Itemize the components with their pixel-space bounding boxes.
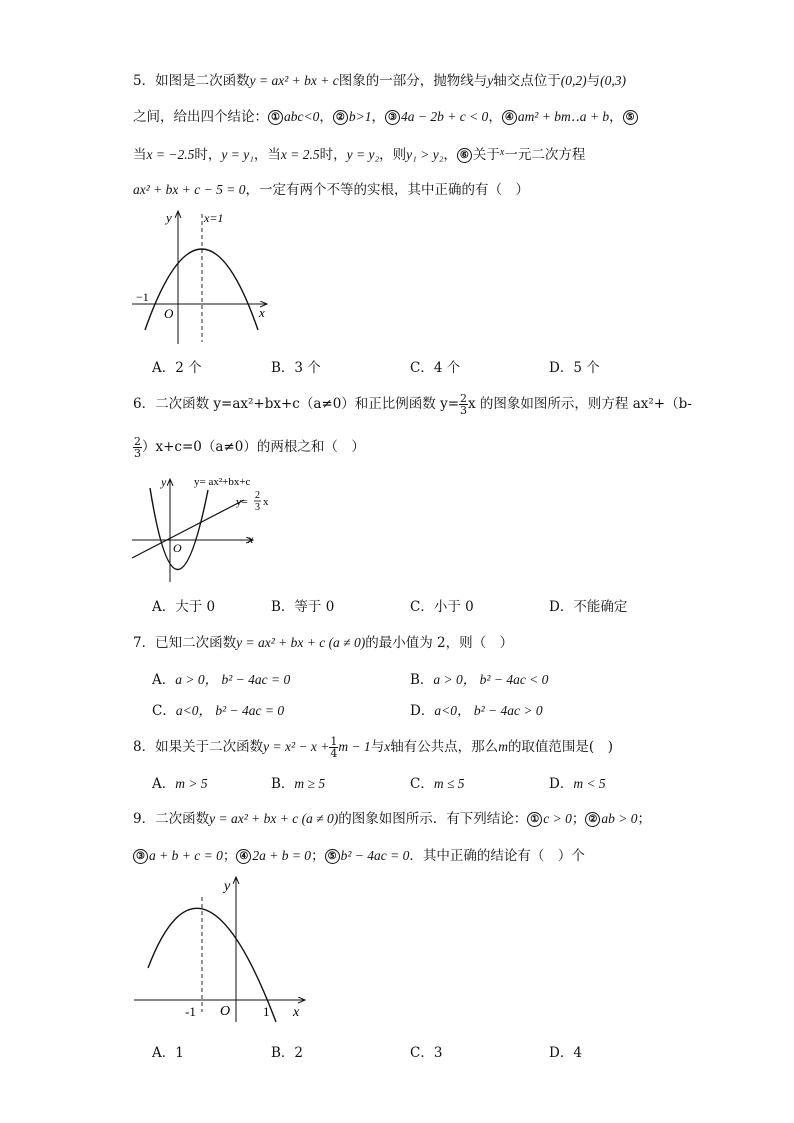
circled-1: ① bbox=[268, 110, 283, 125]
q6-line2 bbox=[133, 436, 365, 459]
q9-option-b[interactable]: B．2 bbox=[271, 1045, 304, 1061]
q6-fraction bbox=[459, 393, 468, 416]
q5-text: 关于 bbox=[472, 147, 500, 163]
q7-option-b[interactable] bbox=[410, 670, 548, 690]
q6-den2: 3 bbox=[134, 447, 141, 460]
q5-function: y = ax² + bx + c bbox=[249, 73, 339, 88]
q6-line-label-y: y= bbox=[236, 496, 248, 508]
q9-line1: 9．二次函数y = ax² + bx + c (a ≠ 0)的图象如图所示．有下列结论： ① c > 0； ② ab > 0； bbox=[133, 811, 651, 827]
q5-text: 轴交点位于 bbox=[493, 73, 561, 89]
q5-line3 bbox=[133, 143, 585, 165]
q8-option-b-text: m ≥ 5 bbox=[294, 776, 326, 791]
q5-text: ，当 bbox=[253, 147, 281, 163]
q9-circled-3: ③ bbox=[133, 849, 148, 864]
q7-option-a[interactable] bbox=[152, 670, 290, 690]
q6-x-label: x bbox=[248, 532, 254, 546]
q7-option-d-letter: D． bbox=[410, 703, 435, 719]
q6-text: ）x+c=0（a≠0）的两根之和（ ） bbox=[142, 439, 365, 455]
q9-minus1-label: -1 bbox=[185, 1004, 196, 1019]
q7-option-c-text: a<0， b² − 4ac = 0 bbox=[175, 703, 285, 718]
q5-option-b[interactable]: B．3 个 bbox=[271, 360, 321, 376]
q5-text: 5．如图是二次函数 bbox=[133, 73, 250, 89]
q7-option-d[interactable] bbox=[410, 701, 543, 721]
q9-option-d[interactable]: D．4 bbox=[549, 1045, 582, 1061]
q9-text: ．其中正确的结论有（ ）个 bbox=[409, 848, 585, 864]
q7-option-d-text: a<0， b² − 4ac > 0 bbox=[434, 703, 543, 718]
q5-x-label: x bbox=[259, 305, 265, 320]
q6-parabola bbox=[150, 488, 208, 570]
q8-text: 与 bbox=[370, 739, 385, 755]
q9-text: 9．二次函数 bbox=[133, 811, 210, 827]
q7-option-b-text: a > 0， b² − 4ac < 0 bbox=[433, 672, 549, 687]
q9-conclusion-1: c > 0 bbox=[543, 811, 572, 826]
q8-option-a[interactable] bbox=[152, 774, 208, 794]
q6-line-label-den: 3 bbox=[255, 502, 260, 513]
q5-option-a[interactable]: A．2 个 bbox=[152, 360, 202, 376]
q8-option-b[interactable] bbox=[271, 774, 325, 794]
q6-line-graph bbox=[132, 500, 244, 558]
q5-text: 时， bbox=[319, 147, 347, 163]
q8-line1 bbox=[133, 736, 613, 759]
q6-parabola-label: y= ax²+bx+c bbox=[194, 476, 251, 488]
q9-conclusion-4: 2a + b = 0 bbox=[252, 848, 312, 863]
q9-parabola bbox=[148, 908, 276, 1022]
q5-option-c[interactable]: C．4 个 bbox=[410, 360, 461, 376]
q5-text: 当 bbox=[133, 147, 147, 163]
q6-option-d[interactable]: D．不能确定 bbox=[549, 599, 628, 615]
q8-function: y = x² − x + bbox=[263, 739, 330, 754]
q6-origin-label: O bbox=[173, 541, 182, 555]
q6-text: x 的图象如图所示，则方程 ax²+（b- bbox=[468, 396, 692, 412]
q8-text: 8．如果关于二次函数 bbox=[133, 739, 264, 755]
q8-option-c[interactable] bbox=[410, 774, 465, 794]
q9-graph bbox=[128, 872, 318, 1027]
q9-plus1-label: 1 bbox=[263, 1004, 270, 1019]
q9-circled-1: ① bbox=[527, 812, 542, 827]
q6-line1 bbox=[133, 393, 692, 416]
q5-text: ，则 bbox=[379, 147, 407, 163]
q8-option-c-text: m ≤ 5 bbox=[433, 776, 465, 791]
q7-option-b-letter: B． bbox=[410, 672, 434, 688]
circled-2: ② bbox=[333, 110, 348, 125]
q8-text: 的取值范围是( ) bbox=[507, 739, 613, 755]
q6-option-c[interactable]: C．小于 0 bbox=[410, 599, 474, 615]
q9-conclusion-3: a + b + c = 0 bbox=[149, 848, 223, 863]
q5-yval2: y = y₂ bbox=[346, 147, 380, 162]
q6-option-b[interactable]: B．等于 0 bbox=[271, 599, 335, 615]
q7-option-c-letter: C． bbox=[152, 703, 176, 719]
q6-num: 2 bbox=[460, 392, 468, 405]
q5-xval2: x = 2.5 bbox=[280, 147, 320, 162]
q5-graph bbox=[128, 206, 278, 346]
q8-den: 4 bbox=[330, 747, 338, 760]
q8-mvar: m bbox=[498, 739, 508, 754]
q6-graph bbox=[128, 470, 278, 585]
circled-4: ④ bbox=[502, 110, 517, 125]
q8-option-c-letter: C． bbox=[410, 776, 434, 792]
q7-text: 的最小值为 2，则（ ） bbox=[365, 635, 514, 651]
q9-circled-4: ④ bbox=[236, 849, 251, 864]
q8-option-d-text: m < 5 bbox=[573, 776, 606, 791]
q9-circled-2: ② bbox=[585, 812, 600, 827]
q9-origin-label: O bbox=[220, 1004, 231, 1019]
q9-line2: ③ a + b + c = 0； ④ 2a + b = 0； ⑤ b² − 4ac = 0．其中正确的结论有（ ）个 bbox=[133, 846, 585, 866]
q5-option-d[interactable]: D．5 个 bbox=[549, 360, 600, 376]
q5-point1: (0,2) bbox=[560, 73, 587, 88]
q5-text: ， bbox=[443, 147, 457, 163]
q7-option-c[interactable] bbox=[152, 701, 284, 721]
q9-option-c[interactable]: C．3 bbox=[410, 1045, 443, 1061]
q6-text: 6．二次函数 y=ax²+bx+c（a≠0）和正比例函数 y= bbox=[133, 396, 460, 412]
q6-den: 3 bbox=[460, 404, 468, 417]
q5-xval1: x = −2.5 bbox=[146, 147, 195, 162]
q5-minus1-label: −1 bbox=[136, 290, 149, 304]
q5-yvar: y bbox=[487, 73, 494, 88]
q9-function: y = ax² + bx + c (a ≠ 0) bbox=[209, 811, 339, 826]
q7-option-a-text: a > 0， b² − 4ac = 0 bbox=[175, 672, 291, 687]
q5-parabola bbox=[145, 249, 258, 330]
q7-function: y = ax² + bx + c (a ≠ 0) bbox=[236, 635, 366, 650]
circled-6: ⑥ bbox=[457, 148, 472, 163]
q8-function-tail: m − 1 bbox=[338, 739, 371, 754]
q8-text: 轴有公共点，那么 bbox=[390, 739, 499, 755]
q8-xvar: x bbox=[384, 739, 391, 754]
circled-3: ③ bbox=[385, 110, 400, 125]
q5-text: 图象的一部分，抛物线与 bbox=[338, 73, 488, 89]
q9-circled-5: ⑤ bbox=[325, 849, 340, 864]
q8-option-a-text: m > 5 bbox=[175, 776, 208, 791]
q5-ineq: y₁ > y₂ bbox=[406, 147, 444, 162]
q5-text: 一元二次方程 bbox=[504, 147, 586, 163]
q7-option-a-letter: A． bbox=[152, 672, 176, 688]
q5-text: 之间，给出四个结论： bbox=[133, 109, 268, 125]
q9-conclusion-5: b² − 4ac = 0 bbox=[340, 848, 410, 863]
q8-option-d-letter: D． bbox=[549, 776, 574, 792]
q6-num2: 2 bbox=[134, 435, 141, 448]
q5-line1 bbox=[133, 71, 626, 91]
q5-xvar: x bbox=[499, 147, 505, 158]
q5-origin-label: O bbox=[164, 306, 174, 321]
q9-x-label: x bbox=[293, 1005, 300, 1020]
q9-text: 的图象如图所示．有下列结论： bbox=[338, 811, 528, 827]
q9-option-a[interactable]: A．1 bbox=[152, 1045, 184, 1061]
q5-conclusion-4: am² + bm‥a + b bbox=[517, 109, 610, 124]
q7-text: 7．已知二次函数 bbox=[133, 635, 237, 651]
q8-option-d[interactable] bbox=[549, 774, 606, 794]
q9-conclusion-2: ab > 0 bbox=[601, 811, 638, 826]
q8-num: 1 bbox=[330, 735, 338, 748]
q9-y-label: y bbox=[224, 879, 231, 894]
q5-line2: 之间，给出四个结论： ① abc<0， ② b>1， ③ 4a − 2b + c < 0， ④ am² + bm‥a + b， ⑤ bbox=[133, 107, 639, 127]
q5-x1-label: x=1 bbox=[204, 211, 224, 225]
q6-y-label: y bbox=[161, 475, 167, 489]
q6-fraction2 bbox=[133, 436, 142, 459]
q5-text: 时， bbox=[194, 147, 222, 163]
q5-y-label: y bbox=[166, 210, 172, 225]
q5-equation: ax² + bx + c − 5 = 0 bbox=[133, 182, 246, 197]
q8-option-a-letter: A． bbox=[152, 776, 176, 792]
q5-conclusion-3: 4a − 2b + c < 0 bbox=[400, 109, 489, 124]
q5-point2: (0,3) bbox=[600, 73, 626, 88]
q8-fraction bbox=[329, 736, 338, 759]
q5-text: ，一定有两个不等的实根，其中正确的有（ ） bbox=[245, 182, 529, 198]
q6-option-a[interactable]: A．大于 0 bbox=[152, 599, 216, 615]
q5-conclusion-2: b>1 bbox=[348, 109, 372, 124]
q5-line4 bbox=[133, 180, 529, 200]
q5-text: 与 bbox=[586, 73, 601, 89]
q7-line1 bbox=[133, 633, 513, 653]
q6-line-label-num: 2 bbox=[255, 490, 260, 501]
q6-line-label-x: x bbox=[263, 496, 269, 508]
q5-yval1: y = y₁ bbox=[221, 147, 254, 162]
q8-option-b-letter: B． bbox=[271, 776, 295, 792]
circled-5: ⑤ bbox=[623, 110, 638, 125]
q5-conclusion-1: abc<0 bbox=[284, 109, 320, 124]
